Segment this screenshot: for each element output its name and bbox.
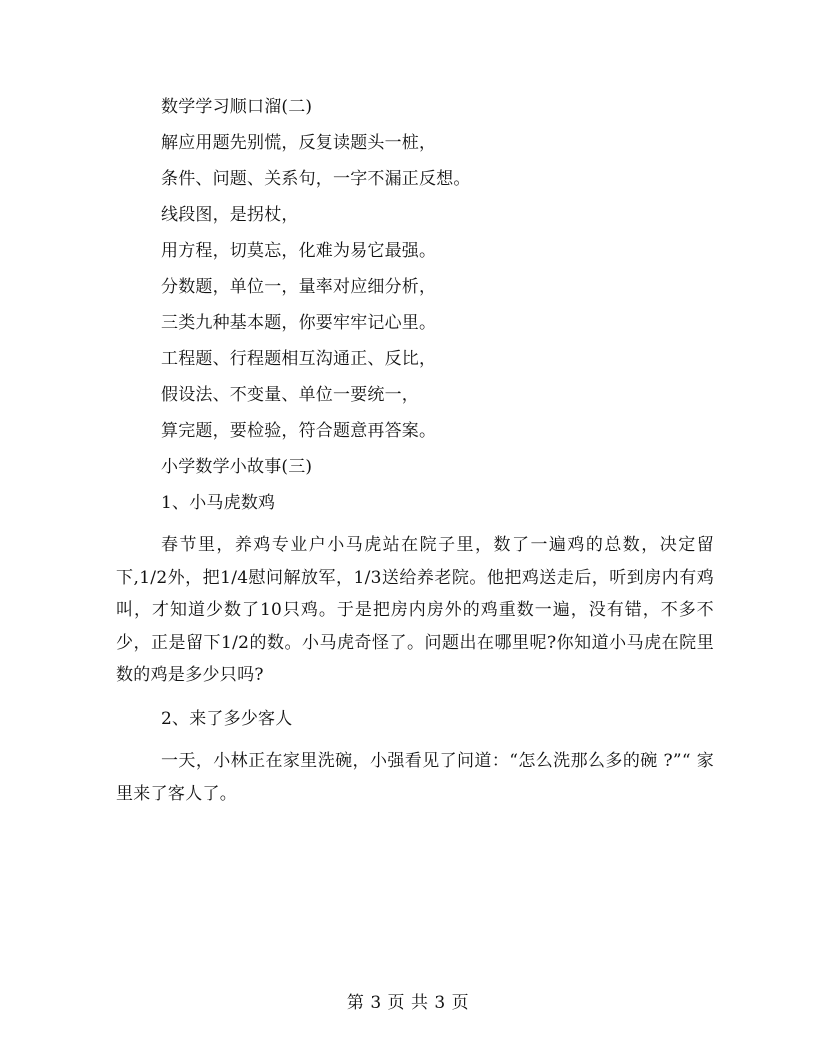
poem-line: 分数题，单位一，量率对应细分析， [161, 277, 437, 297]
poem-line: 线段图，是拐杖， [161, 205, 299, 225]
poem-line: 算完题，要检验，符合题意再答案。 [161, 421, 437, 441]
poem-line: 解应用题先别慌，反复读题头一桩， [161, 133, 437, 153]
stories-title: 小学数学小故事(三) [161, 457, 313, 477]
poem-line: 用方程，切莫忘，化难为易它最强。 [161, 241, 437, 261]
poem-line: 假设法、不变量、单位一要统一， [161, 385, 419, 405]
story1-heading: 1、小马虎数鸡 [161, 493, 276, 513]
poem-line: 工程题、行程题相互沟通正、反比， [161, 349, 437, 369]
story2-heading: 2、来了多少客人 [161, 709, 293, 729]
poem-title: 数学学习顺口溜(二) [161, 97, 313, 117]
story2-body: 一天，小林正在家里洗碗，小强看见了问道：“怎么洗那么多的碗 ?”“ 家里来了客人了。 [116, 751, 714, 804]
poem-line: 三类九种基本题，你要牢牢记心里。 [161, 313, 437, 333]
poem-line: 条件、问题、关系句，一字不漏正反想。 [161, 169, 471, 189]
page-footer: 第 3 页 共 3 页 [346, 993, 470, 1013]
story1-body: 春节里，养鸡专业户小马虎站在院子里，数了一遍鸡的总数，决定留下,1/2外，把1/4慰问解放军，1/3送给养老院。他把鸡送走后，听到房内有鸡叫，才知道少数了10只鸡。于是把房内房外的鸡重数一遍，没有错，不多不少，正是留下1/2的数。小马虎奇怪了。问题出在哪里呢?你知道小马虎在院里数的鸡是多少只吗? [116, 535, 714, 685]
